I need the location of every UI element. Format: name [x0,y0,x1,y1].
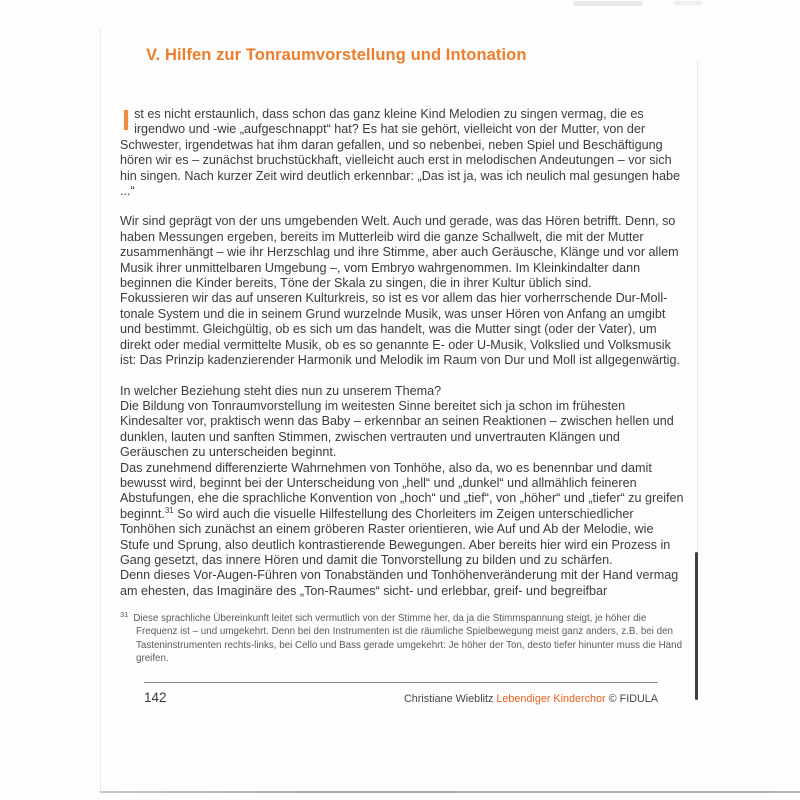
scanned-page-right-edge [697,60,698,552]
footnote-text: Diese sprachliche Übereinkunft leitet sich vermutlich von der Stimme her, da ja die Stimmspannung steigt, je höher die Frequenz ist – und umgekehrt. Denn bei den Instrumenten ist die räumliche Spielbewegung meist ganz anders, z.B. bei den Tasteninstrumenten rechts-links, bei Cello und Bass gerade umgekehrt: Je höher der Ton, desto tiefer hinunter muss die Hand greifen. [133,613,683,664]
footer [144,682,658,705]
paragraph: In welcher Beziehung steht dies nun zu unserem Thema? [120,383,442,398]
book-page [120,46,686,705]
footer-divider [144,682,658,683]
scanned-page-bottom-shadow [100,791,800,793]
footer-publisher: © FIDULA [608,693,658,705]
paragraph-text: Das zunehmend differenzierte Wahrnehmen von Tonhöhe, also da, wo es benennbar und damit bewusst wird, beginnt bei der Unterscheidung von „hell“ und „dunkel“ und allmählich feineren Abstufungen, ehe die sprachliche Konvention von „hoch“ und „tief“, von „höher“ und „tiefer“ zu greifen beginnt. [120,460,684,521]
footnote-ref: 31 [164,505,174,515]
footer-credits [404,693,658,705]
page-title: V. Hilfen zur Tonraumvorstellung und Intonation [146,46,527,64]
paragraph [120,461,686,569]
paragraph: Wir sind geprägt von der uns umgebenden Welt. Auch und gerade, was das Hören betrifft. Denn, so haben Messungen ergeben, bereits im Mutterleib wird die ganze Schallwelt, die mit der Mutter zusammenhängt – wie ihr Herzschlag und ihre Stimme, aber auch Geräusche, Klänge und vor allem Musik ihrer unmittelbaren Umgebung –, vom Embryo wahrgenommen. Im Kleinkindalter dann beginnen die Kinder bereits, Töne der Skala zu singen, die in ihrer Kultur üblich sind. [120,214,679,291]
paragraph [120,107,686,199]
paragraph-text: So wird auch die visuelle Hilfestellung des Chorleiters im Zeigen unterschiedlicher Tonhöhen sich zunächst an einem gröberen Raster orientieren, wie Auf und Ab der Melodie, wie Stufe und Sprung, also deutlich kontrastierende Bewegungen. Aber bereits hier wird ein Prozess in Gang gesetzt, das innere Hören und damit die Tonvorstellung zu bilden und zu schärfen. [120,506,671,567]
paragraph: Die Bildung von Tonraumvorstellung im weitesten Sinne bereitet sich ja schon im frühesten Kindesalter vor, praktisch wenn das Baby – erkennbar an seinen Reaktionen – zwischen hellen und dunklen, lauten und sanften Stimmen, zwischen vertrauten und unvertrauten Klängen und Geräuschen zu unterscheiden beginnt. [120,398,674,460]
page-number: 142 [144,690,167,705]
scanned-page-right-edge-shadow [695,552,698,700]
paragraph-text: st es nicht erstaunlich, dass schon das ganz kleine Kind Melodien zu singen vermag, die es irgendwo und -wie „aufgeschnappt“ hat? Es hat sie gehört, vielleicht von der Mutter, von der Schwester, irgendetwas hat ihm daran gefallen, und so nebenbei, neben Spiel und Beschäftigung hören wir es – zunächst bruchstückhaft, vielleicht auch erst in melodischen Andeutungen – vor sich hin singen. Nach kurzer Zeit wird deutlich erkennbar: „Das ist ja, was ich neulich mal gesungen habe ...“ [120,107,681,199]
dropcap-initial: I [122,105,131,137]
footnote-marker: 31 [120,609,129,619]
scan-smudge [674,1,702,5]
paragraph: Fokussieren wir das auf unseren Kulturkreis, so ist es vor allem das hier vorherrschende Dur-Moll-tonale System und die in seinem Grund wurzelnde Musik, was unser Hören von Anfang an umgibt und bestimmt. Gleichgültig, ob es sich um das handelt, was die Mutter singt (oder der Vater), um direkt oder medial vermittelte Musik, ob es so genannte E- oder U-Musik, Volkslied und Volksmusik ist: Das Prinzip kadenzierender Harmonik und Melodik im Raum von Dur und Moll ist allgegenwärtig. [120,291,680,368]
scanned-page-left-edge [100,28,101,791]
footnote [120,609,686,665]
paragraph: Denn dieses Vor-Augen-Führen von Tonabständen und Tonhöhenveränderung mit der Hand vermag am ehesten, das Imaginäre des „Ton-Raumes“ sicht- und erlebbar, greif- und begreifbar [120,568,679,598]
footer-author: Christiane Wieblitz [403,693,494,705]
footer-book-title: Lebendiger Kinderchor [496,693,606,705]
scan-smudge [573,1,643,6]
